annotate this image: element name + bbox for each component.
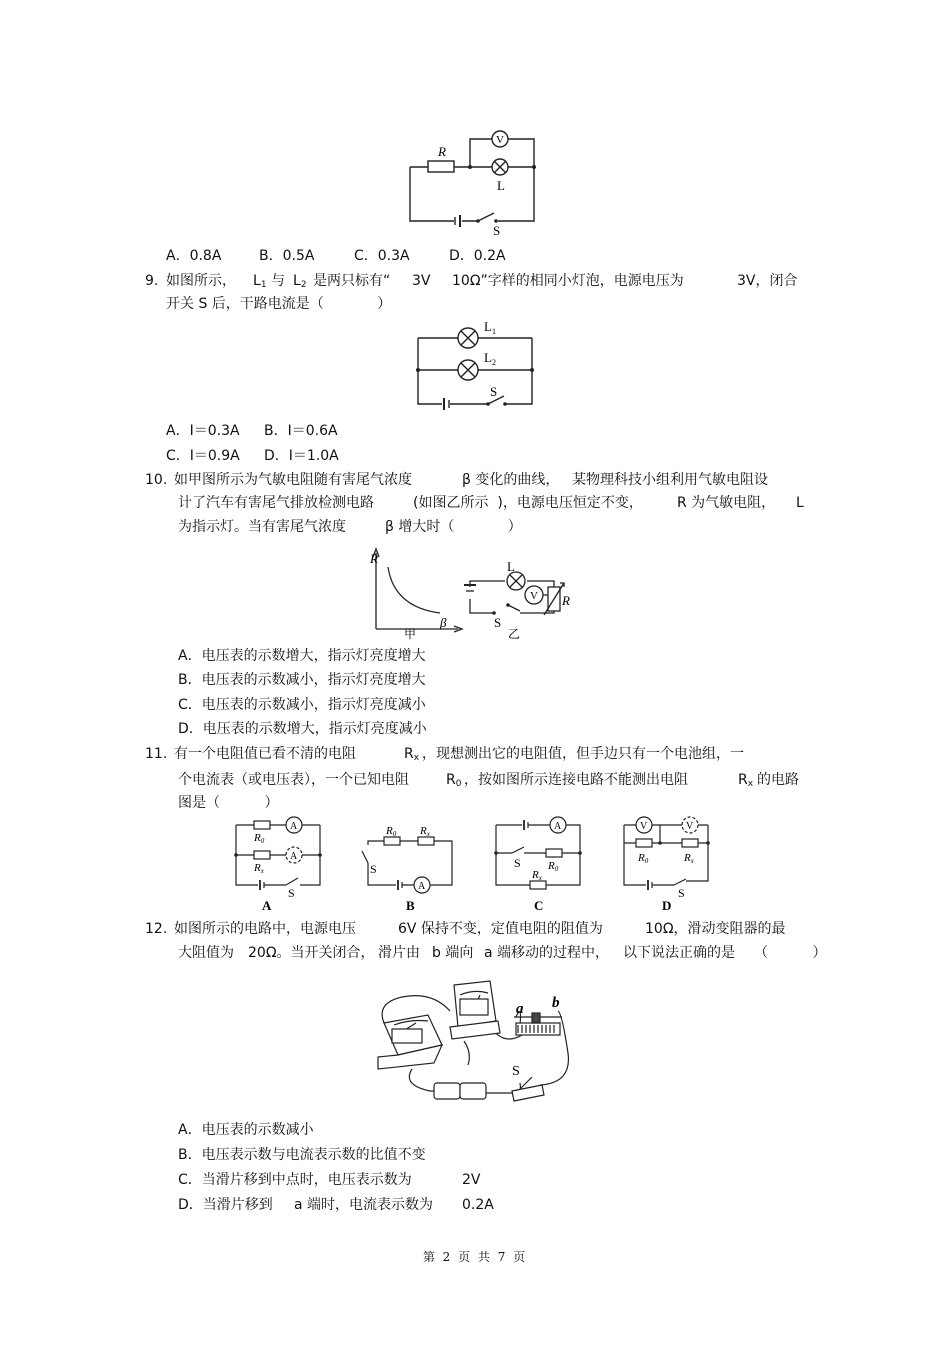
- q12-text-2a: 大阻值为: [178, 945, 234, 961]
- q9-option-a: A．I＝0.3A: [166, 423, 240, 439]
- q9-fig-S: S: [490, 384, 498, 399]
- q10-option-c: C．电压表的示数减小，指示灯亮度减小: [178, 697, 426, 713]
- q12-option-c: C．当滑片移到中点时，电压表示数为: [178, 1172, 412, 1188]
- q9-option-d: D．I＝1.0A: [264, 448, 339, 464]
- q9-option-b: B．I＝0.6A: [264, 423, 338, 439]
- q12-option-a: A．电压表的示数减小: [178, 1122, 314, 1138]
- q11-text-2c: ，按如图所示连接电路不能测出电阻: [464, 772, 688, 788]
- q10-fig-S: S: [494, 615, 502, 630]
- q10-text-1b: β 变化的曲线，: [462, 472, 560, 488]
- q12-option-d-value: 0.2A: [462, 1197, 494, 1213]
- q11-fig-B-Rx: Rx: [420, 825, 430, 838]
- q11-fig-A-ammeter2: A: [290, 851, 298, 862]
- q9-text-c: 是两只标有“: [313, 273, 391, 289]
- q12-option-d: D．当滑片移到: [178, 1197, 273, 1213]
- q10-figure: [370, 541, 576, 641]
- q11-fig-C-Rx: Rx: [532, 869, 542, 882]
- q11-fig-C-R0: R0: [548, 860, 559, 873]
- q11-figure: [234, 815, 712, 913]
- q8-option-b: B．0.5A: [259, 248, 315, 264]
- q11-text-2e: 的电路: [757, 772, 799, 788]
- q10-option-b: B．电压表的示数减小，指示灯亮度增大: [178, 672, 426, 688]
- q11-fig-B-R0: R0: [386, 825, 397, 838]
- q12-apparatus-figure: [372, 973, 574, 1104]
- q10-text-1c: 某物理科技小组利用气敏电阻设: [572, 472, 768, 488]
- q10-text-1a: 如甲图所示为气敏电阻随有害尾气浓度: [174, 472, 412, 488]
- q10-fig-axis-R: R: [370, 551, 378, 566]
- q11-Rx-2: $R_x$: [738, 772, 754, 789]
- q12-text-1a: 如图所示的电路中，电源电压: [174, 921, 356, 937]
- q11-fig-D-voltmeter2: V: [686, 821, 694, 832]
- q9-fig-L1: $L_1$: [484, 319, 496, 336]
- q11-text-3: 图是（ ）: [178, 795, 279, 811]
- q10-text-3b: β 增大时（ ）: [385, 519, 522, 535]
- q12-option-d-mid: a 端时，电流表示数为: [294, 1197, 434, 1213]
- page-footer: 第 2 页 共 7 页: [422, 1250, 528, 1264]
- q9-circuit-figure: [412, 318, 536, 414]
- q12-option-b: B．电压表示数与电流表示数的比值不变: [178, 1147, 426, 1163]
- q12-text-2g: （ ）: [754, 945, 827, 961]
- q8-circuit-figure: [408, 127, 538, 237]
- q11-fig-B-S: S: [370, 862, 377, 876]
- q8-fig-S: S: [493, 223, 501, 237]
- q11-fig-label-C: C: [534, 898, 544, 913]
- q10-text-2a: 计了汽车有害尾气排放检测电路: [178, 495, 374, 511]
- q9-L1: $L_1$: [253, 273, 267, 290]
- q10-text-2d: L: [796, 495, 804, 511]
- q11-fig-D-R0: R0: [638, 852, 649, 865]
- q10-fig-V: V: [530, 590, 538, 602]
- q9-text-e: 10Ω”字样的相同小灯泡，电源电压为: [452, 273, 684, 289]
- q10-number: 10.: [145, 472, 168, 488]
- q8-fig-L: L: [497, 178, 505, 193]
- q10-text-2b: (如图乙所示 )，电源电压恒定不变，: [413, 495, 643, 511]
- q11-fig-label-D: D: [662, 898, 672, 913]
- q12-number: 12.: [145, 921, 168, 937]
- q8-fig-V: V: [496, 134, 504, 146]
- q11-fig-C-S: S: [514, 856, 521, 870]
- q11-fig-B-ammeter: A: [418, 881, 426, 892]
- q10-text-3a: 为指示灯。当有害尾气浓度: [178, 519, 346, 535]
- q11-Rx-1: $R_x$: [404, 746, 420, 763]
- q10-fig-axis-beta: β: [440, 615, 447, 630]
- q12-text-2e: a 端移动的过程中，: [484, 945, 610, 961]
- q10-option-d: D．电压表的示数增大，指示灯亮度减小: [178, 721, 427, 737]
- q11-fig-A-Rx: Rx: [254, 862, 264, 875]
- q12-fig-b: b: [552, 995, 560, 1011]
- q8-option-c: C．0.3A: [354, 248, 410, 264]
- q12-text-2c: 滑片由: [378, 945, 420, 961]
- q10-fig-label-yi: 乙: [508, 627, 521, 641]
- q11-text-1c: ，现想测出它的电阻值，但手边只有一个电池组，一: [422, 746, 744, 762]
- q8-fig-R: R: [438, 144, 446, 159]
- q11-fig-D-voltmeter: V: [640, 821, 648, 832]
- q9-L2: $L_2$: [293, 273, 307, 290]
- q12-fig-a: a: [516, 1001, 524, 1017]
- q11-fig-label-B: B: [406, 898, 415, 913]
- q11-text-2a: 个电流表（或电压表），一个已知电阻: [178, 772, 409, 788]
- q11-R0: $R_0$: [446, 772, 462, 789]
- q10-fig-R: R: [562, 593, 570, 608]
- q12-text-1c: 10Ω，滑动变阻器的最: [645, 921, 786, 937]
- q9-text-a: 如图所示，: [166, 273, 236, 289]
- q11-fig-D-S: S: [678, 886, 685, 900]
- q9-text-d: 3V: [412, 273, 431, 289]
- q9-fig-L2: $L_2$: [484, 350, 496, 367]
- q11-fig-A-ammeter: A: [290, 821, 298, 832]
- q10-fig-label-jia: 甲: [404, 627, 417, 641]
- q12-option-c-value: 2V: [462, 1172, 481, 1188]
- q10-fig-L: L: [507, 559, 515, 574]
- q9-text-b: 与: [271, 273, 285, 289]
- q11-fig-C-ammeter: A: [554, 821, 562, 832]
- q9-number: 9.: [145, 273, 159, 289]
- q11-fig-label-A: A: [262, 898, 272, 913]
- q9-text-f: 3V，闭合: [737, 273, 798, 289]
- q11-fig-A-R0: R0: [254, 832, 265, 845]
- q10-text-2c: R 为气敏电阻，: [677, 495, 776, 511]
- q11-text-1a: 有一个电阻值已看不清的电阻: [174, 746, 356, 762]
- q12-fig-S: S: [512, 1064, 520, 1079]
- q10-option-a: A．电压表的示数增大，指示灯亮度增大: [178, 648, 426, 664]
- q11-number: 11.: [145, 746, 168, 762]
- q12-text-1b: 6V 保持不变，定值电阻的阻值为: [398, 921, 603, 937]
- q8-option-a: A．0.8A: [166, 248, 222, 264]
- q11-fig-D-Rx: Rx: [684, 852, 694, 865]
- q11-fig-A-S: S: [288, 886, 295, 900]
- q12-text-2f: 以下说法正确的是: [623, 945, 735, 961]
- q9-option-c: C．I＝0.9A: [166, 448, 240, 464]
- q12-text-2d: b 端向: [432, 945, 474, 961]
- q12-text-2b: 20Ω。当开关闭合，: [248, 945, 375, 961]
- q8-option-d: D．0.2A: [449, 248, 506, 264]
- q9-text-line2: 开关 S 后，干路电流是（ ）: [166, 296, 392, 312]
